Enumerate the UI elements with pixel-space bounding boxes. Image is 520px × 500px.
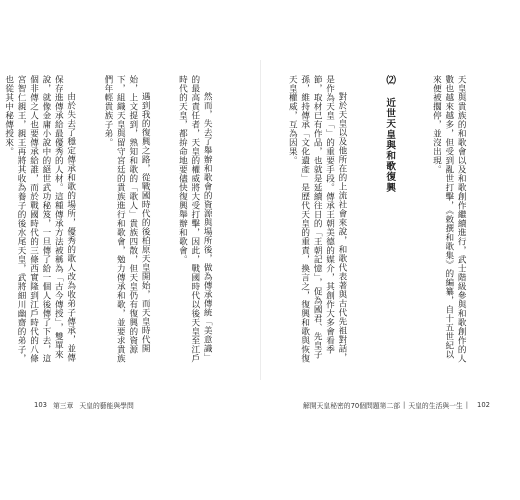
paragraph: 遇到我的復興之路，從戰國時代的後柏原天皇開始，而天皇時代開始，上文提到，熟知和歌的「歌人」貴族四散，但天皇仍有復興的資源下，組織天皇與留守宮廷的貴族進行和歌會，勉力傳承和歌，並要求貴族們年輕貴族子弟。 [102,75,151,363]
paragraph: 然而，失去了舉辦和歌會的資源與場所後，做為傳承傳統「美意識」的最高責任者，天皇的權威將大受打擊，因此，戰國時代以後天皇至江戶時代的天皇，都拚命地要儘快復興舉辦和歌會。 [177,75,213,363]
divider: | [465,401,469,409]
chapter-label: 第三章 [52,402,74,410]
divider: | [403,401,406,409]
page-number: 102 [477,401,490,409]
running-title: 天皇的藝能與學問 [79,402,134,410]
running-title: 解開天皇秘密的70個問題第二部 [303,402,401,410]
running-section: 天皇的生活與一生 [408,402,463,410]
right-page [262,20,520,480]
page-footer [28,400,134,410]
paragraph: 對於天皇以及他所在的上流社會來說，和歌代表著與古代先祖對話，是作為天皇「」的重要手段。傳承王朝美德的媒介，其創作大多會看季節，取材已有作品，也就是延續往日的「王朝記憶」，促為國君、先皇子孫，維持傳承「文化遺產」是歷代天皇的重責，換言之，復興和歌與恢復天皇權威，互為因果。 [287,75,347,363]
left-page [2,20,260,480]
paragraph: 天皇與貴族的和歌會以及和歌創作繼續進行，武士階級參與和歌創作的人數也越來越多，但受到亂世打擊，《敕撰和歌集》的編纂，自十五世紀以來便被擱停，並沒出現。 [431,75,467,363]
right-page-text [287,75,492,365]
page-number: 103 [34,401,47,409]
left-page-text [3,75,238,365]
paragraph: 由於失去了穩定傳承和歌的場所，優秀的歌人改為收弟子傳承，並傳保存進傳承給最優秀的人材。這種傳承方法被稱為「古今傳授」，雙單來說，就像金庸小說中的絕世武功秘笈，一旦傳了給一個人後傳了下去，這個非傳之人也要傳承給誰，而於戰國時代的三條西實隆到江戶時代的八條宮智仁親王，親王再將其收為養子的後水尾天皇，武將細川幽齋的弟子，也從其中秘傳授來。 [3,75,76,363]
page-footer [303,400,496,410]
section-heading: ⑵ 近世天皇與和歌復興 [384,75,396,193]
